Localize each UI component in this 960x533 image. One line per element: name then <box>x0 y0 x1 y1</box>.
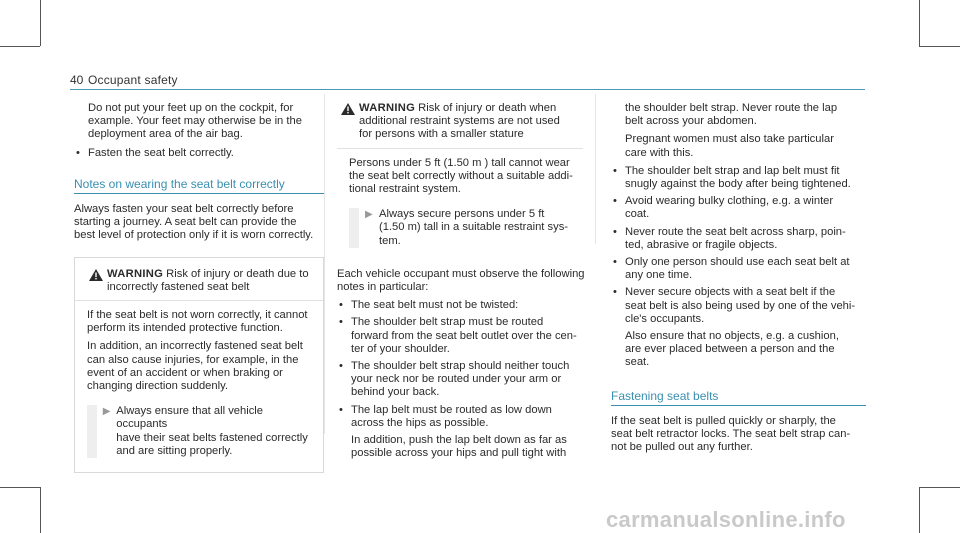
continued-text: the shoulder belt strap. Never route the lap belt across your abdomen. Pregnant women must also take particular care with this. <box>625 102 838 159</box>
watermark: carmanualsonline.info <box>606 507 846 532</box>
warning-box <box>337 102 587 252</box>
warning-body: Persons under 5 ft (1.50 m ) tall cannot wear the seat belt correctly without a suitable addi- tional restraint system. <box>349 156 573 196</box>
warning-body: If the seat belt is not worn correctly, it cannot perform its intended protective function. <box>87 309 308 335</box>
notes-list <box>611 165 866 370</box>
action-arrow-icon: ▶ <box>102 406 111 418</box>
warning-header: WARNING Risk of injury or death when additional restraint systems are not used for persons with a smaller stature <box>337 102 583 142</box>
list-item: • The shoulder belt strap must be routed forward from the seat belt outlet over the cen- ter of your shoulder. <box>337 316 587 356</box>
list-item: • The shoulder belt strap and lap belt must fit snugly against the body after being tightened. <box>611 165 866 191</box>
crop-mark <box>0 487 40 488</box>
crop-mark <box>919 0 920 46</box>
warning-action: ▶ Always ensure that all vehicle occupants have their seat belts fastened correctly and are sitting properly. <box>87 401 311 462</box>
body-paragraph: Each vehicle occupant must observe the following notes in particular: <box>337 267 585 294</box>
warning-header: WARNING Risk of injury or death due to incorrectly fastened seat belt <box>87 268 311 294</box>
warning-divider <box>75 300 323 301</box>
column-middle <box>337 102 587 464</box>
column-right <box>611 102 866 459</box>
header-rule <box>70 89 865 90</box>
list-item: • Never secure objects with a seat belt if the seat belt is also being used by one of the vehi- cle's occupants. Also ensure that no objects, e.g. a cushion, are ever placed between a person and the seat. <box>611 286 866 369</box>
body-paragraph: Always fasten your seat belt correctly before starting a journey. A seat belt can provide the best level of protection only if it is worn correctly. <box>74 203 314 242</box>
crop-mark <box>919 46 960 47</box>
column-left <box>74 102 324 473</box>
crop-mark <box>0 46 40 47</box>
page-section-title: Occupant safety <box>88 73 178 87</box>
action-arrow-icon: ▶ <box>365 209 373 221</box>
section-heading: Fastening seat belts <box>611 390 866 406</box>
notes-list <box>337 299 587 460</box>
warning-triangle-icon <box>89 269 103 281</box>
list-item: • The shoulder belt strap should neither touch your neck nor be routed under your arm or behind your back. <box>337 360 587 400</box>
list-item: • Fasten the seat belt correctly. <box>74 147 324 160</box>
warning-divider <box>337 148 583 149</box>
warning-body: In addition, an incorrectly fastened seat belt can also cause injuries, for example, in the event of an accident or when braking or changing direction suddenly. <box>87 340 303 393</box>
warning-box-frame <box>595 94 596 244</box>
warning-action: ▶ Always secure persons under 5 ft (1.50 m) tall in a suitable restraint sys- tem. <box>337 204 583 252</box>
crop-mark <box>919 487 960 488</box>
intro-paragraph: Do not put your feet up on the cockpit, for example. Your feet may otherwise be in the deployment area of the air bag. <box>88 102 302 141</box>
list-item: • Only one person should use each seat belt at any one time. <box>611 256 866 282</box>
crop-mark <box>919 487 920 533</box>
crop-mark <box>40 0 41 46</box>
warning-triangle-icon <box>341 103 355 115</box>
action-bar <box>349 208 359 248</box>
warning-box <box>74 257 324 473</box>
list-item: • Avoid wearing bulky clothing, e.g. a winter coat. <box>611 195 866 221</box>
warning-box-frame <box>324 94 325 434</box>
section-heading: Notes on wearing the seat belt correctly <box>74 178 324 194</box>
crop-mark <box>40 487 41 533</box>
list-item: • Never route the seat belt across sharp, poin- ted, abrasive or fragile objects. <box>611 226 866 252</box>
warning-title: WARNING <box>359 102 416 114</box>
page-number: 40 <box>70 73 84 87</box>
list-item: • The seat belt must not be twisted: <box>337 299 587 312</box>
list-item: • The lap belt must be routed as low down across the hips as possible. In addition, push the lap belt down as far as possible across your hips and pull tight with <box>337 404 587 461</box>
warning-title: WARNING <box>107 267 164 280</box>
action-bar <box>87 405 97 458</box>
body-paragraph: If the seat belt is pulled quickly or sharply, the seat belt retractor locks. The seat belt strap can- not be pulled out any further. <box>611 414 851 454</box>
